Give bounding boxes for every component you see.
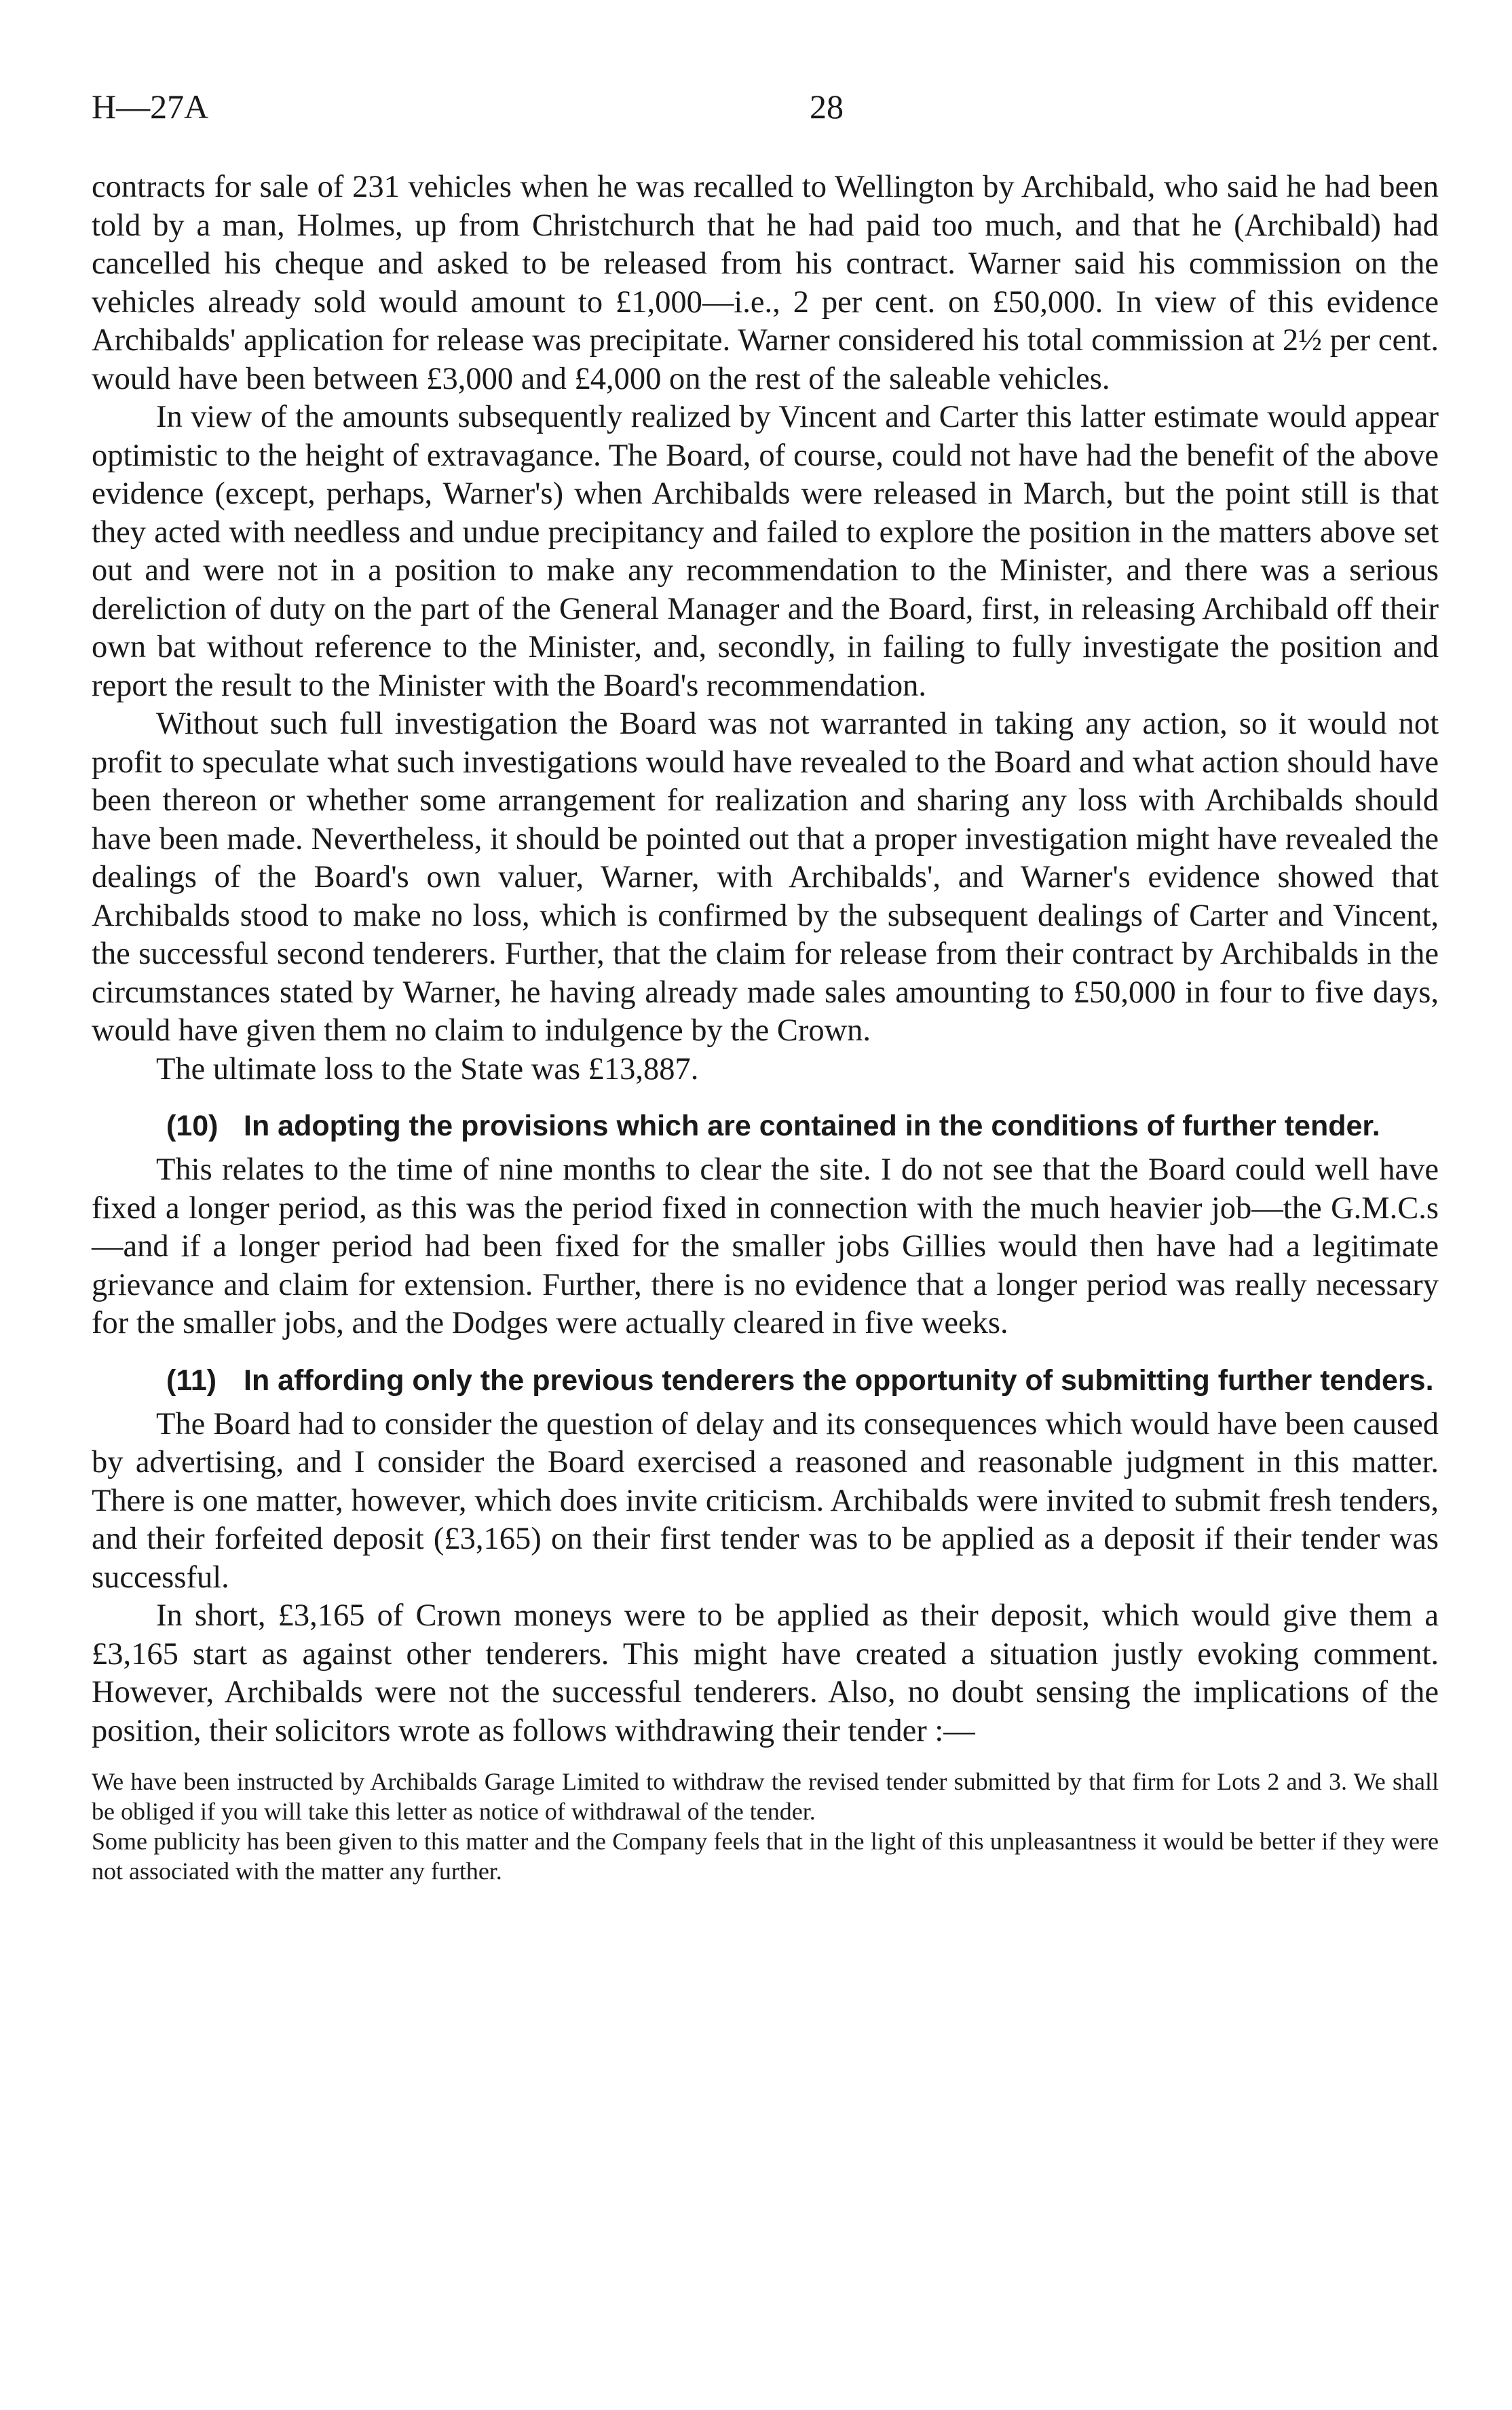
page-header [92, 87, 1439, 134]
section-heading-11 [166, 1362, 1439, 1399]
body-text [92, 168, 1439, 1886]
quote-paragraph: Some publicity has been given to this matter and the Company feels that in the light of this unpleasantness it would be better if they were not associated with the matter any further. [92, 1828, 1439, 1885]
section-number: (11) [166, 1363, 217, 1397]
paragraph: Without such full investigation the Board was not warranted in taking any action, so it would not profit to speculate what such investigations would have revealed to the Board and what action should have been thereon or whether some arrangement for realization and sharing any loss with Archibalds should have been made. Nevertheless, it should be pointed out that a proper investigation might have revealed the dealings of the Board's own valuer, Warner, with Archibalds', and Warner's evidence showed that Archibalds stood to make no loss, which is confirmed by the subsequent dealings of Carter and Vincent, the successful second tenderers. Further, that the claim for release from their contract by Archibalds in the circumstances stated by Warner, he having already made sales amounting to £50,000 in four to five days, would have given them no claim to indulgence by the Crown. [92, 707, 1439, 1048]
section-title: In affording only the previous tenderers the opportunity of submitting further tenders. [244, 1363, 1434, 1397]
section-heading-10 [166, 1108, 1439, 1144]
page-number: 28 [810, 88, 844, 126]
paragraph: This relates to the time of nine months to clear the site. I do not see that the Board could well have fixed a longer period, as this was the period fixed in connection with the much heavier job—the G.M.C.s—and if a longer period had been fixed for the smaller jobs Gillies would then have had a legitimate grievance and claim for extension. Further, there is no evidence that a longer period was really necessary for the smaller jobs, and the Dodges were actually cleared in five weeks. [92, 1152, 1439, 1340]
paragraph: In short, £3,165 of Crown moneys were to be applied as their deposit, which would give them a £3,165 start as against other tenderers. This might have created a situation justly evoking comment. However, Archibalds were not the successful tenderers. Also, no doubt sensing the implications of the position, their solicitors wrote as follows withdrawing their tender :— [92, 1598, 1439, 1748]
document-reference: H—27A [92, 88, 209, 126]
paragraph: In view of the amounts subsequently realized by Vincent and Carter this latter estimate would appear optimistic to the height of extravagance. The Board, of course, could not have had the benefit of the above evidence (except, perhaps, Warner's) when Archibalds were released in March, but the point still is that they acted with needless and undue precipitancy and failed to explore the position in the matters above set out and were not in a position to make any recommendation to the Minister, and there was a serious dereliction of duty on the part of the General Manager and the Board, first, in releasing Archibald off their own bat without reference to the Minister, and, secondly, in failing to fully investigate the position and report the result to the Minister with the Board's recommendation. [92, 400, 1439, 703]
section-number: (10) [166, 1110, 219, 1142]
paragraph: The ultimate loss to the State was £13,887. [156, 1051, 699, 1087]
quote-paragraph: We have been instructed by Archibalds Garage Limited to withdraw the revised tender submitted by that firm for Lots 2 and 3. We shall be obliged if you will take this letter as notice of withdrawal of the tender. [92, 1768, 1439, 1825]
paragraph: contracts for sale of 231 vehicles when he was recalled to Wellington by Archibald, who said he had been told by a man, Holmes, up from Christchurch that he had paid too much, and that he (Archibald) had cancelled his cheque and asked to be released from his contract. Warner said his commission on the vehicles already sold would amount to £1,000—i.e., 2 per cent. on £50,000. In view of this evidence Archibalds' application for release was precipitate. Warner considered his total commission at 2½ per cent. would have been between £3,000 and £4,000 on the rest of the saleable vehicles. [92, 170, 1439, 396]
paragraph: The Board had to consider the question of delay and its consequences which would have been caused by advertising, and I consider the Board exercised a reasoned and reasonable judgment in this matter. There is one matter, however, which does invite criticism. Archibalds were invited to submit fresh tenders, and their forfeited deposit (£3,165) on their first tender was to be applied as a deposit if their tender was successful. [92, 1406, 1439, 1595]
section-title: In adopting the provisions which are contained in the conditions of further tender. [244, 1110, 1380, 1142]
quoted-letter [92, 1767, 1439, 1886]
